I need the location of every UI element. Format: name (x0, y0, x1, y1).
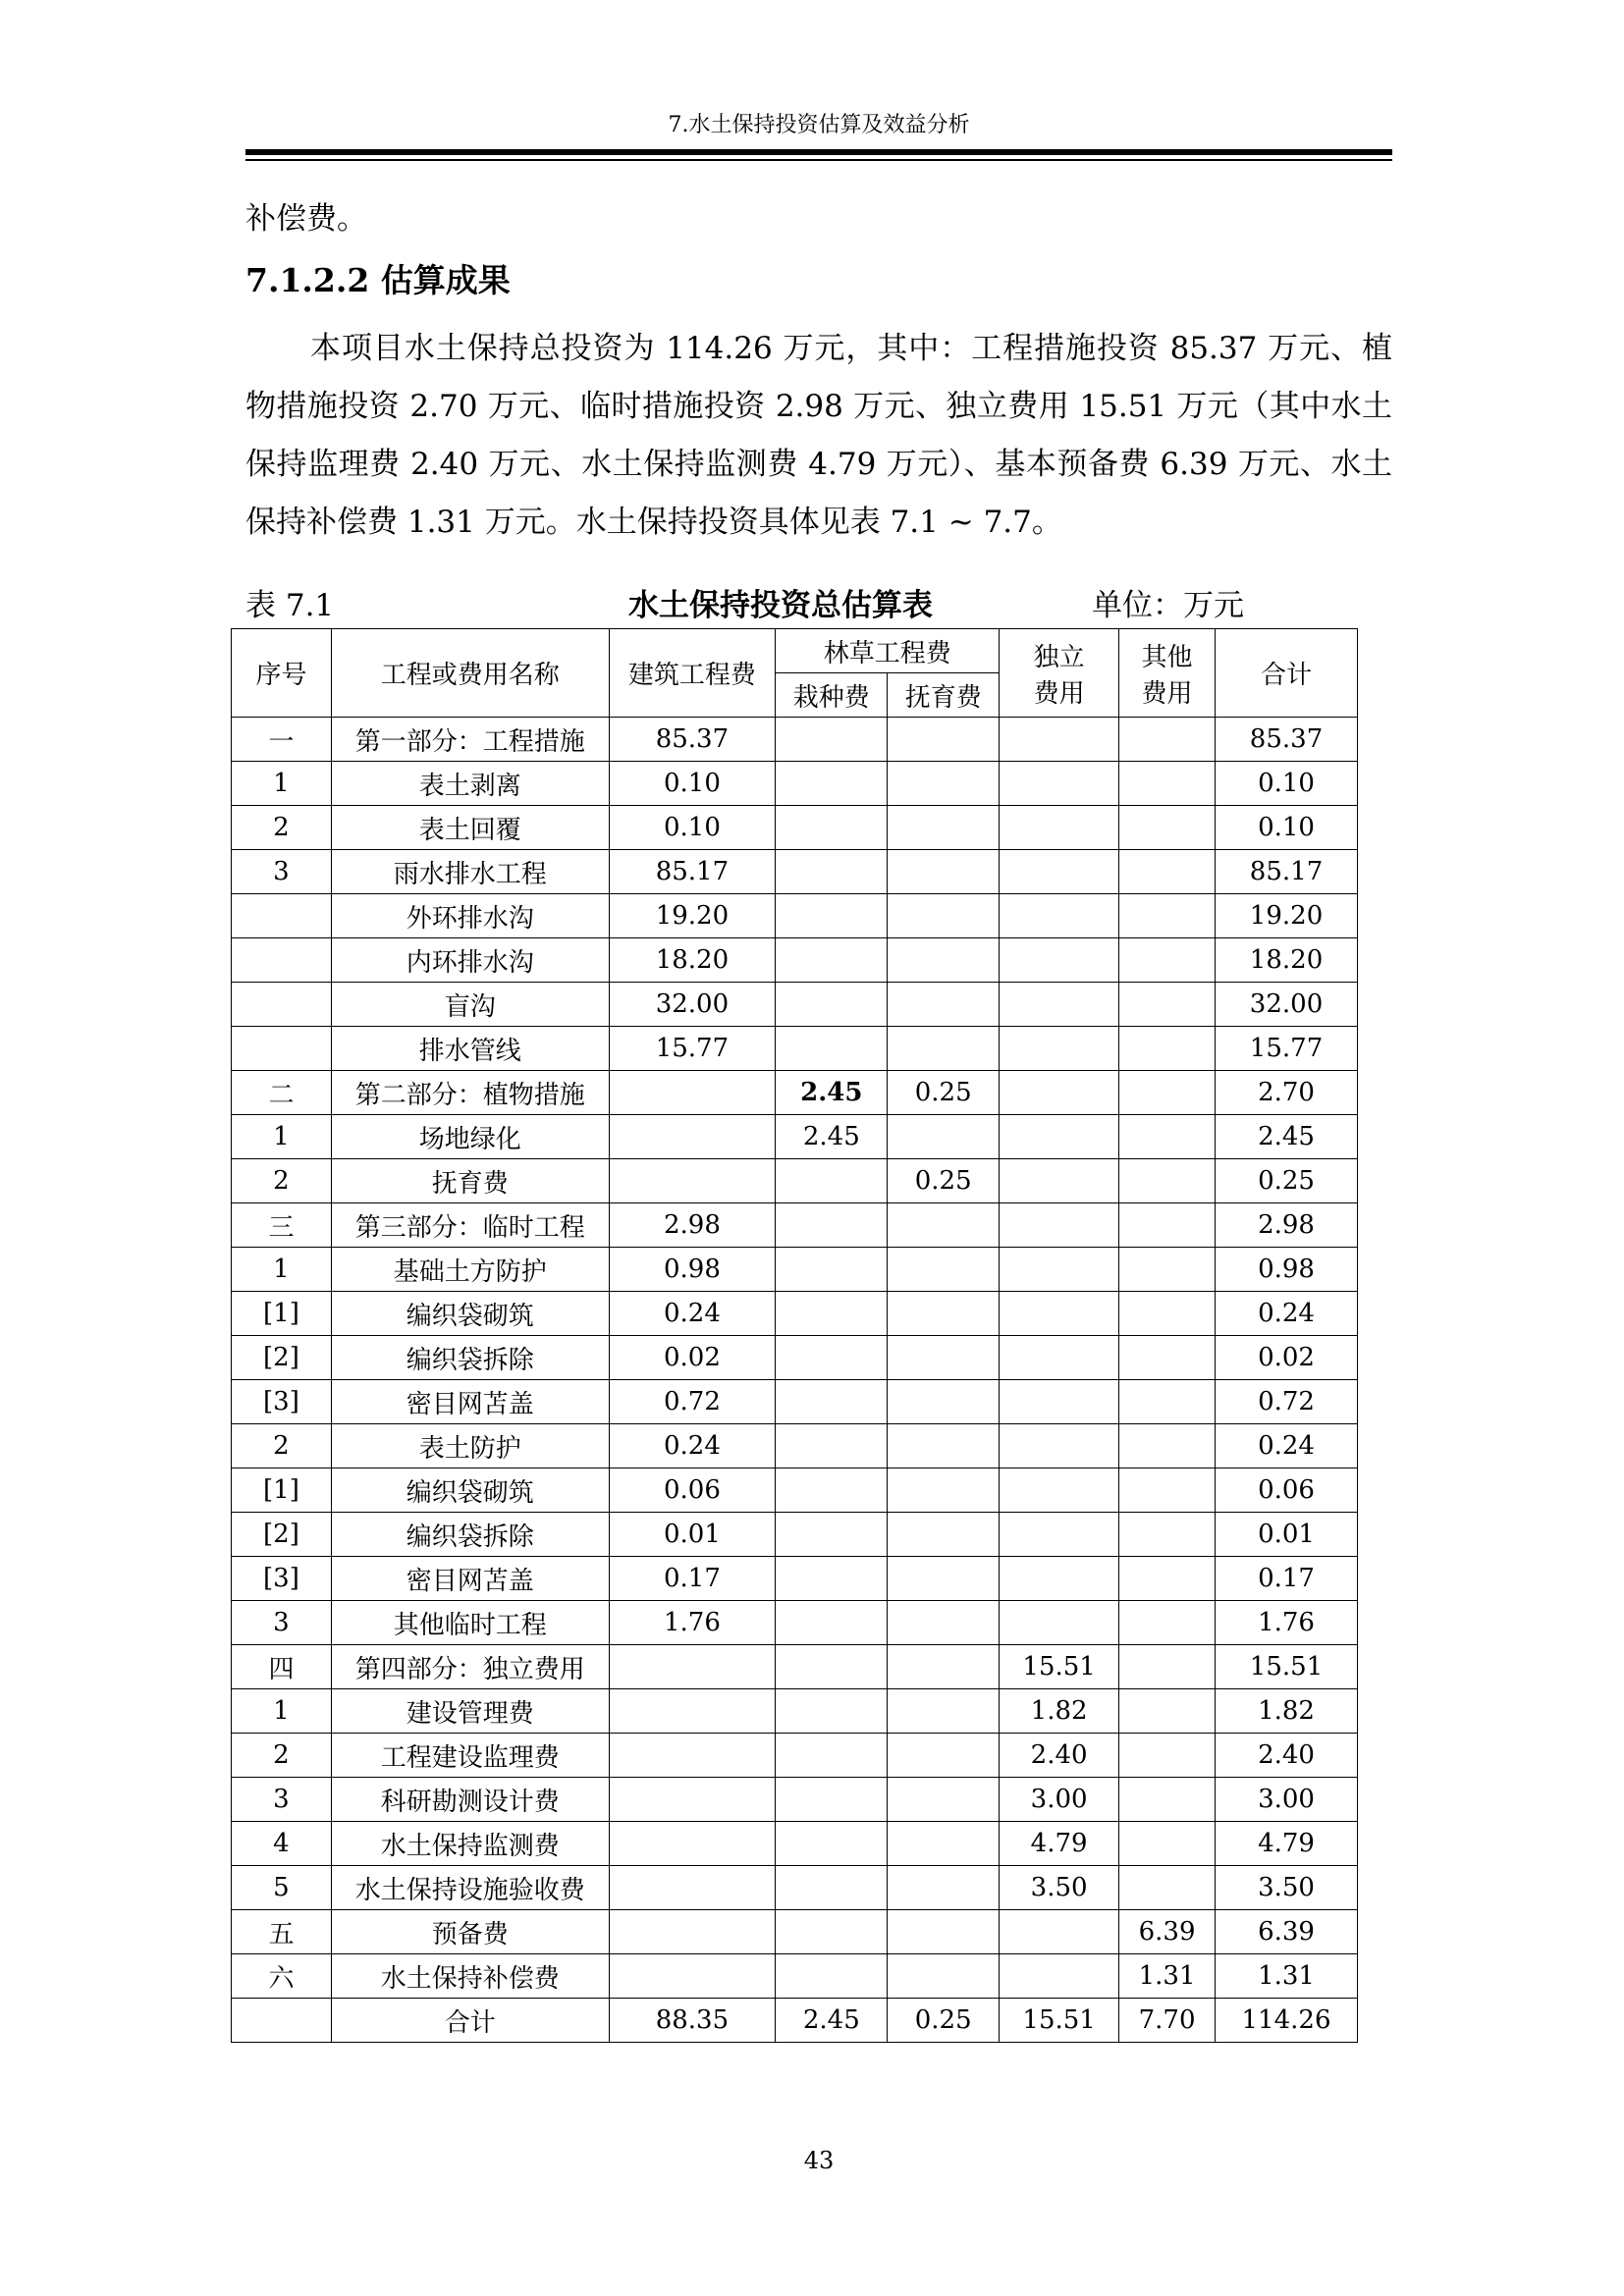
cell-name: 场地绿化 (331, 1115, 609, 1159)
cell-construction: 88.35 (609, 1999, 776, 2043)
table-body (232, 718, 1358, 2043)
cell-planting (776, 1778, 888, 1822)
cell-total: 0.24 (1216, 1292, 1358, 1336)
cell-other (1119, 1468, 1216, 1513)
cell-other (1119, 806, 1216, 850)
cell-name: 外环排水沟 (331, 894, 609, 938)
cell-tending (888, 1557, 1000, 1601)
cell-other (1119, 894, 1216, 938)
table-row (232, 1115, 1358, 1159)
cell-no: 5 (232, 1866, 332, 1910)
cell-independent: 3.00 (1000, 1778, 1119, 1822)
cell-tending (888, 1822, 1000, 1866)
cell-other (1119, 1734, 1216, 1778)
cell-total: 85.37 (1216, 718, 1358, 762)
cell-planting (776, 1292, 888, 1336)
cell-no: 四 (232, 1645, 332, 1689)
cell-other (1119, 1203, 1216, 1248)
table-row (232, 1689, 1358, 1734)
cell-no (232, 1999, 332, 2043)
cell-construction (609, 1159, 776, 1203)
cell-tending (888, 1689, 1000, 1734)
cell-other (1119, 1513, 1216, 1557)
cell-other (1119, 1336, 1216, 1380)
cell-name: 水土保持监测费 (331, 1822, 609, 1866)
cell-total: 3.50 (1216, 1866, 1358, 1910)
cell-name: 盲沟 (331, 983, 609, 1027)
cell-tending (888, 850, 1000, 894)
cell-construction: 15.77 (609, 1027, 776, 1071)
col-header-planting: 栽种费 (776, 673, 888, 718)
cell-tending (888, 1248, 1000, 1292)
cell-construction: 18.20 (609, 938, 776, 983)
cell-name: 第三部分：临时工程 (331, 1203, 609, 1248)
table-row (232, 1336, 1358, 1380)
col-header-tending: 抚育费 (888, 673, 1000, 718)
cell-independent (1000, 1424, 1119, 1468)
cell-independent (1000, 1292, 1119, 1336)
cell-construction: 85.37 (609, 718, 776, 762)
cell-total: 6.39 (1216, 1910, 1358, 1954)
cell-planting (776, 983, 888, 1027)
cell-construction: 85.17 (609, 850, 776, 894)
cell-other (1119, 850, 1216, 894)
col-header-construction: 建筑工程费 (609, 629, 776, 718)
cell-independent (1000, 718, 1119, 762)
cell-no: [1] (232, 1468, 332, 1513)
cell-construction: 0.24 (609, 1292, 776, 1336)
cell-total: 0.24 (1216, 1424, 1358, 1468)
col-header-forest-group: 林草工程费 (776, 629, 1000, 673)
cell-name: 编织袋砌筑 (331, 1292, 609, 1336)
cell-tending (888, 1734, 1000, 1778)
table-unit: 单位：万元 (1092, 588, 1244, 623)
col-header-name: 工程或费用名称 (331, 629, 609, 718)
cell-tending (888, 1778, 1000, 1822)
cell-total: 2.45 (1216, 1115, 1358, 1159)
cell-planting (776, 1734, 888, 1778)
table-row (232, 1910, 1358, 1954)
cell-construction: 0.17 (609, 1557, 776, 1601)
cell-construction: 0.98 (609, 1248, 776, 1292)
cell-construction: 2.98 (609, 1203, 776, 1248)
cell-other: 7.70 (1119, 1999, 1216, 2043)
cell-total: 2.70 (1216, 1071, 1358, 1115)
cell-other (1119, 1380, 1216, 1424)
cell-name: 第一部分：工程措施 (331, 718, 609, 762)
table-row (232, 1159, 1358, 1203)
cell-tending (888, 1336, 1000, 1380)
cell-total: 18.20 (1216, 938, 1358, 983)
cell-total: 1.76 (1216, 1601, 1358, 1645)
cell-independent (1000, 1203, 1119, 1248)
cell-no: 三 (232, 1203, 332, 1248)
budget-table (231, 628, 1358, 2043)
cell-other (1119, 1292, 1216, 1336)
cell-planting: 2.45 (776, 1115, 888, 1159)
cell-tending (888, 1866, 1000, 1910)
cell-no: 2 (232, 1734, 332, 1778)
cell-construction: 0.10 (609, 806, 776, 850)
cell-total: 0.98 (1216, 1248, 1358, 1292)
cell-no: 3 (232, 850, 332, 894)
cell-construction: 0.72 (609, 1380, 776, 1424)
cell-no: [2] (232, 1336, 332, 1380)
cell-name: 密目网苫盖 (331, 1557, 609, 1601)
cell-independent (1000, 1380, 1119, 1424)
cell-planting (776, 1159, 888, 1203)
cell-other (1119, 1071, 1216, 1115)
cell-total: 0.02 (1216, 1336, 1358, 1380)
table-row (232, 1380, 1358, 1424)
cell-name: 内环排水沟 (331, 938, 609, 983)
cell-name: 表土防护 (331, 1424, 609, 1468)
cell-name: 基础土方防护 (331, 1248, 609, 1292)
table-row (232, 1424, 1358, 1468)
cell-construction: 0.10 (609, 762, 776, 806)
cell-planting: 2.45 (776, 1999, 888, 2043)
cell-independent: 4.79 (1000, 1822, 1119, 1866)
cell-planting (776, 1336, 888, 1380)
cell-planting (776, 1513, 888, 1557)
table-row (232, 1778, 1358, 1822)
table-title: 水土保持投资总估算表 (628, 588, 933, 623)
cell-other: 1.31 (1119, 1954, 1216, 1999)
table-row (232, 1645, 1358, 1689)
cell-tending (888, 1645, 1000, 1689)
cell-other (1119, 1557, 1216, 1601)
cell-name: 编织袋拆除 (331, 1336, 609, 1380)
cell-independent (1000, 1954, 1119, 1999)
cell-total: 85.17 (1216, 850, 1358, 894)
cell-other (1119, 762, 1216, 806)
cell-total: 3.00 (1216, 1778, 1358, 1822)
cell-other (1119, 1027, 1216, 1071)
cell-planting (776, 1822, 888, 1866)
cell-other (1119, 1248, 1216, 1292)
cell-no: 1 (232, 1115, 332, 1159)
cell-tending: 0.25 (888, 1159, 1000, 1203)
cell-total: 0.01 (1216, 1513, 1358, 1557)
table-row (232, 1513, 1358, 1557)
cell-independent: 3.50 (1000, 1866, 1119, 1910)
cell-construction (609, 1954, 776, 1999)
cell-total: 15.51 (1216, 1645, 1358, 1689)
cell-name: 其他临时工程 (331, 1601, 609, 1645)
cell-planting (776, 850, 888, 894)
cell-independent (1000, 1115, 1119, 1159)
cell-other (1119, 1115, 1216, 1159)
cell-tending: 0.25 (888, 1999, 1000, 2043)
table-row (232, 894, 1358, 938)
cell-no (232, 983, 332, 1027)
cell-tending (888, 1027, 1000, 1071)
cell-construction: 0.02 (609, 1336, 776, 1380)
cell-name: 水土保持补偿费 (331, 1954, 609, 1999)
cell-independent (1000, 938, 1119, 983)
cell-total: 1.82 (1216, 1689, 1358, 1734)
cell-no: [1] (232, 1292, 332, 1336)
cell-name: 科研勘测设计费 (331, 1778, 609, 1822)
cell-name: 表土回覆 (331, 806, 609, 850)
cell-name: 编织袋拆除 (331, 1513, 609, 1557)
table-row (232, 1468, 1358, 1513)
cell-tending (888, 1115, 1000, 1159)
cell-planting (776, 1954, 888, 1999)
header-rule-thick (245, 149, 1392, 155)
cell-construction: 32.00 (609, 983, 776, 1027)
cell-other: 6.39 (1119, 1910, 1216, 1954)
cell-no: 2 (232, 1159, 332, 1203)
cell-planting (776, 1027, 888, 1071)
cell-total: 19.20 (1216, 894, 1358, 938)
cell-total: 2.40 (1216, 1734, 1358, 1778)
cell-total: 0.17 (1216, 1557, 1358, 1601)
cell-no (232, 1027, 332, 1071)
table-row (232, 1027, 1358, 1071)
cell-independent (1000, 1336, 1119, 1380)
cell-total: 1.31 (1216, 1954, 1358, 1999)
cell-other (1119, 1159, 1216, 1203)
table-row (232, 1248, 1358, 1292)
table-row (232, 938, 1358, 983)
cell-no: 一 (232, 718, 332, 762)
cell-no: [3] (232, 1380, 332, 1424)
table-row (232, 1601, 1358, 1645)
cell-planting (776, 1689, 888, 1734)
cell-no: 1 (232, 762, 332, 806)
cell-name: 雨水排水工程 (331, 850, 609, 894)
cell-independent (1000, 806, 1119, 850)
cell-planting (776, 806, 888, 850)
cell-tending (888, 1292, 1000, 1336)
cell-no (232, 938, 332, 983)
cell-other (1119, 1601, 1216, 1645)
body-paragraph: 本项目水土保持总投资为 114.26 万元，其中：工程措施投资 85.37 万元、植物措施投资 2.70 万元、临时措施投资 2.98 万元、独立费用 15.51 万元（其中水土保持监理费 2.40 万元、水土保持监测费 4.79 万元）、基本预备费 6.39 万元、水土保持补偿费 1.31 万元。水土保持投资具体见表 7.1 ~ 7.7。 (245, 331, 1392, 540)
cell-no: 二 (232, 1071, 332, 1115)
continued-text: 补偿费。 (245, 201, 367, 237)
cell-tending (888, 1468, 1000, 1513)
cell-no: 3 (232, 1778, 332, 1822)
cell-no (232, 894, 332, 938)
cell-planting (776, 1601, 888, 1645)
cell-tending (888, 718, 1000, 762)
table-row (232, 1557, 1358, 1601)
header-rule-thin (245, 159, 1392, 161)
table-row (232, 1292, 1358, 1336)
cell-independent (1000, 1910, 1119, 1954)
cell-no: 六 (232, 1954, 332, 1999)
cell-name: 预备费 (331, 1910, 609, 1954)
cell-independent: 15.51 (1000, 1645, 1119, 1689)
table-row (232, 1734, 1358, 1778)
cell-construction: 0.01 (609, 1513, 776, 1557)
cell-other (1119, 1645, 1216, 1689)
table-row (232, 762, 1358, 806)
cell-name: 第四部分：独立费用 (331, 1645, 609, 1689)
running-header: 7.水土保持投资估算及效益分析 (668, 113, 970, 137)
cell-tending (888, 762, 1000, 806)
cell-tending (888, 894, 1000, 938)
cell-tending (888, 1601, 1000, 1645)
cell-name: 建设管理费 (331, 1689, 609, 1734)
cell-name: 合计 (331, 1999, 609, 2043)
section-heading: 7.1.2.2 估算成果 (245, 261, 511, 299)
cell-name: 水土保持设施验收费 (331, 1866, 609, 1910)
cell-other (1119, 1424, 1216, 1468)
table-row (232, 1999, 1358, 2043)
col-header-no: 序号 (232, 629, 332, 718)
cell-total: 114.26 (1216, 1999, 1358, 2043)
cell-total: 0.10 (1216, 762, 1358, 806)
cell-construction (609, 1778, 776, 1822)
table-row (232, 1071, 1358, 1115)
cell-total: 0.25 (1216, 1159, 1358, 1203)
cell-no: 4 (232, 1822, 332, 1866)
cell-planting (776, 762, 888, 806)
cell-planting (776, 1424, 888, 1468)
cell-tending (888, 1513, 1000, 1557)
cell-total: 4.79 (1216, 1822, 1358, 1866)
cell-tending: 0.25 (888, 1071, 1000, 1115)
cell-construction (609, 1734, 776, 1778)
col-header-other: 其他费用 (1119, 629, 1216, 718)
table-number: 表 7.1 (245, 588, 335, 623)
cell-other (1119, 1778, 1216, 1822)
cell-tending (888, 1203, 1000, 1248)
cell-construction: 19.20 (609, 894, 776, 938)
cell-construction (609, 1115, 776, 1159)
page-number: 43 (803, 2147, 835, 2174)
cell-planting (776, 1380, 888, 1424)
cell-name: 抚育费 (331, 1159, 609, 1203)
cell-planting (776, 1645, 888, 1689)
cell-planting (776, 1910, 888, 1954)
cell-no: [2] (232, 1513, 332, 1557)
cell-construction (609, 1071, 776, 1115)
cell-no: 2 (232, 1424, 332, 1468)
cell-total: 32.00 (1216, 983, 1358, 1027)
cell-planting (776, 1557, 888, 1601)
cell-construction (609, 1645, 776, 1689)
table-row (232, 1954, 1358, 1999)
cell-no: 1 (232, 1248, 332, 1292)
table-row (232, 718, 1358, 762)
table-row (232, 1866, 1358, 1910)
cell-construction (609, 1689, 776, 1734)
cell-no: 3 (232, 1601, 332, 1645)
cell-tending (888, 1424, 1000, 1468)
cell-other (1119, 718, 1216, 762)
cell-independent (1000, 1468, 1119, 1513)
cell-construction: 0.24 (609, 1424, 776, 1468)
cell-tending (888, 983, 1000, 1027)
cell-tending (888, 1910, 1000, 1954)
cell-no: 1 (232, 1689, 332, 1734)
cell-planting (776, 894, 888, 938)
cell-independent (1000, 1248, 1119, 1292)
cell-other (1119, 938, 1216, 983)
cell-no: 2 (232, 806, 332, 850)
cell-independent (1000, 1159, 1119, 1203)
cell-independent: 15.51 (1000, 1999, 1119, 2043)
cell-construction (609, 1866, 776, 1910)
cell-other (1119, 1822, 1216, 1866)
cell-other (1119, 1866, 1216, 1910)
cell-total: 15.77 (1216, 1027, 1358, 1071)
cell-planting (776, 938, 888, 983)
cell-independent (1000, 894, 1119, 938)
table-row (232, 1203, 1358, 1248)
cell-independent (1000, 1557, 1119, 1601)
cell-construction (609, 1822, 776, 1866)
cell-no: 五 (232, 1910, 332, 1954)
cell-planting (776, 1248, 888, 1292)
col-header-independent: 独立费用 (1000, 629, 1119, 718)
cell-total: 0.10 (1216, 806, 1358, 850)
cell-name: 排水管线 (331, 1027, 609, 1071)
cell-independent (1000, 983, 1119, 1027)
cell-name: 第二部分：植物措施 (331, 1071, 609, 1115)
cell-independent: 2.40 (1000, 1734, 1119, 1778)
cell-independent (1000, 850, 1119, 894)
table-row (232, 850, 1358, 894)
table-row (232, 806, 1358, 850)
cell-tending (888, 938, 1000, 983)
cell-name: 编织袋砌筑 (331, 1468, 609, 1513)
cell-planting (776, 1203, 888, 1248)
cell-construction: 1.76 (609, 1601, 776, 1645)
cell-tending (888, 1954, 1000, 1999)
table-row (232, 1822, 1358, 1866)
cell-independent (1000, 1601, 1119, 1645)
cell-name: 工程建设监理费 (331, 1734, 609, 1778)
cell-construction (609, 1910, 776, 1954)
cell-total: 0.06 (1216, 1468, 1358, 1513)
cell-planting: 2.45 (776, 1071, 888, 1115)
cell-other (1119, 983, 1216, 1027)
cell-independent (1000, 762, 1119, 806)
cell-other (1119, 1689, 1216, 1734)
table-row (232, 983, 1358, 1027)
cell-no: [3] (232, 1557, 332, 1601)
cell-tending (888, 806, 1000, 850)
cell-total: 2.98 (1216, 1203, 1358, 1248)
cell-total: 0.72 (1216, 1380, 1358, 1424)
cell-independent (1000, 1027, 1119, 1071)
cell-planting (776, 1468, 888, 1513)
cell-planting (776, 1866, 888, 1910)
col-header-total: 合计 (1216, 629, 1358, 718)
cell-tending (888, 1380, 1000, 1424)
cell-construction: 0.06 (609, 1468, 776, 1513)
cell-name: 表土剥离 (331, 762, 609, 806)
cell-independent: 1.82 (1000, 1689, 1119, 1734)
cell-independent (1000, 1513, 1119, 1557)
cell-independent (1000, 1071, 1119, 1115)
cell-planting (776, 718, 888, 762)
cell-name: 密目网苫盖 (331, 1380, 609, 1424)
